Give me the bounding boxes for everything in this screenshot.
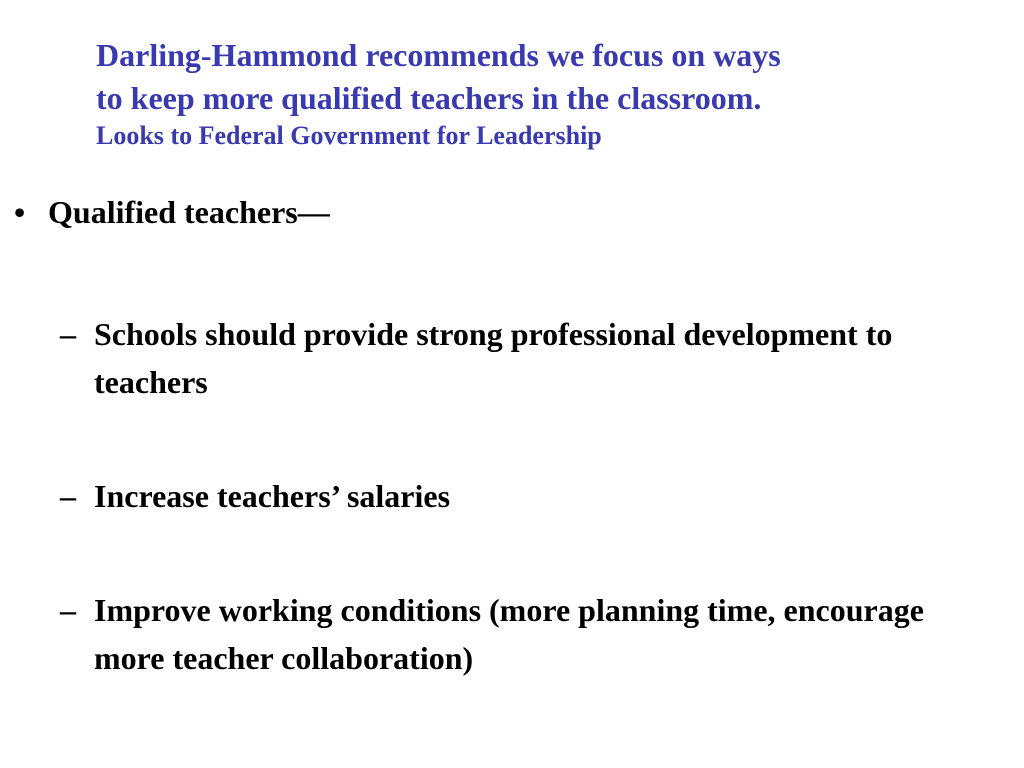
- slide-subtitle: Looks to Federal Government for Leadership: [96, 121, 602, 150]
- sub-item-text: Increase teachers’ salaries: [94, 478, 451, 514]
- dash-marker: –: [60, 592, 76, 628]
- dash-marker: –: [60, 316, 76, 352]
- bullet-text: Qualified teachers—: [48, 194, 330, 230]
- bullet-marker: •: [14, 194, 26, 230]
- title-block: [96, 34, 996, 152]
- dash-marker: –: [60, 478, 76, 514]
- sub-item-text: Improve working conditions (more planning time, encourage more teacher collaboration): [94, 592, 924, 676]
- slide-title: Darling-Hammond recommends we focus on ways to keep more qualified teachers in the classroom.: [96, 37, 781, 116]
- sub-item-text: Schools should provide strong professional development to teachers: [94, 316, 893, 400]
